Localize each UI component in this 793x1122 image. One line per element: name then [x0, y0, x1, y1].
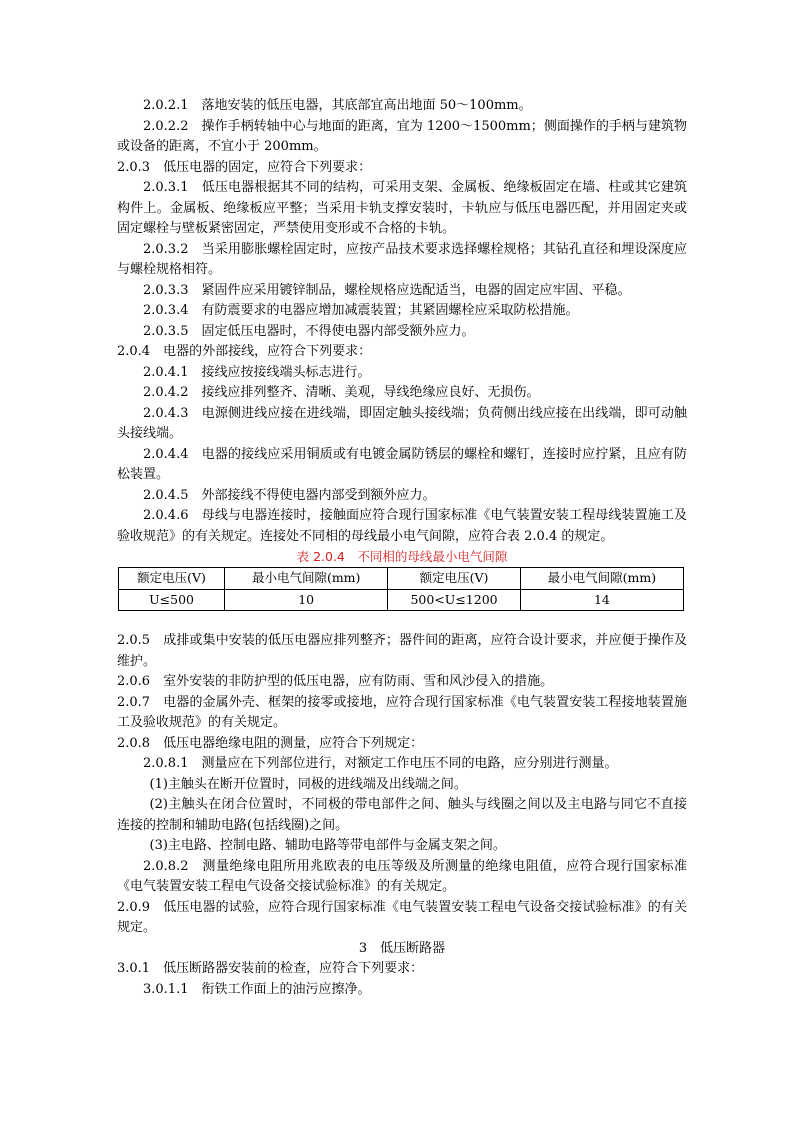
chapter-heading: 3 低压断路器 — [358, 940, 446, 956]
clause-paragraph: 2.0.4 电器的外部接线，应符合下列要求： — [117, 344, 372, 359]
table-header-cell: 最小电气间隙(mm) — [520, 568, 683, 590]
clause-paragraph: 2.0.3.1 低压电器根据其不同的结构，可采用支架、金属板、绝缘板固定在墙、柱或其它建筑构件上。金属板、绝缘板应平整；当采用卡轨支撑安装时，卡轨应与低压电器匹配，并用固定夹或固定螺栓与壁板紧密固定，严禁使用变形或不合格的卡轨。 — [117, 180, 687, 236]
table-header-cell: 额定电压(V) — [119, 568, 225, 590]
section-2-upper — [117, 96, 687, 547]
section-2-lower — [117, 631, 687, 1000]
clause-paragraph: 2.0.7 电器的金属外壳、框架的接零或接地，应符合现行国家标准《电气装置安装工程接地装置施工及验收规范》的有关规定。 — [117, 694, 687, 730]
clause-paragraph: (3)主电路、控制电路、辅助电路等带电部件与金属支架之间。 — [149, 838, 506, 853]
clearance-table — [118, 567, 684, 611]
table-header-row — [119, 568, 684, 590]
clause-paragraph: (1)主触头在断开位置时，同极的进线端及出线端之间。 — [149, 776, 467, 792]
clause-paragraph: 2.0.3.4 有防震要求的电器应增加减震装置；其紧固螺栓应采取防松措施。 — [143, 303, 579, 318]
clause-paragraph: 2.0.3.5 固定低压电器时，不得使电器内部受额外应力。 — [143, 323, 475, 339]
document-page — [117, 96, 687, 1000]
clause-paragraph: 3.0.1.1 衔铁工作面上的油污应擦净。 — [143, 981, 371, 997]
clause-paragraph: 3.0.1 低压断路器安装前的检查，应符合下列要求： — [117, 961, 424, 976]
clause-paragraph: 2.0.6 室外安装的非防护型的低压电器，应有防雨、雪和风沙侵入的措施。 — [117, 674, 554, 689]
clause-paragraph: 2.0.9 低压电器的试验，应符合现行国家标准《电气装置安装工程电气设备交接试验标准》的有关规定。 — [117, 899, 687, 935]
spacer — [117, 611, 687, 631]
clause-paragraph: (2)主触头在闭合位置时，不同极的带电部件之间、触头与线圈之间以及主电路与同它不直接连接的控制和辅助电路(包括线圈)之间。 — [117, 797, 687, 833]
clause-paragraph: 2.0.4.1 接线应按接线端头标志进行。 — [143, 364, 371, 380]
clause-paragraph: 2.0.2.1 落地安装的低压电器，其底部宜高出地面 50～100mm。 — [143, 98, 532, 113]
clause-paragraph: 2.0.4.4 电器的接线应采用铜质或有电镀金属防锈层的螺栓和螺钉，连接时应拧紧，且应有防松装置。 — [117, 446, 687, 482]
table-row — [119, 589, 684, 611]
clause-paragraph: 2.0.8.1 测量应在下列部位进行，对额定工作电压不同的电路，应分别进行测量。 — [143, 756, 618, 771]
clause-paragraph: 2.0.3.3 紧固件应采用镀锌制品，螺栓规格应选配适当，电器的固定应牢固、平稳。 — [143, 282, 631, 298]
table-cell: 14 — [520, 589, 683, 611]
table-cell: U≤500 — [119, 589, 225, 611]
clause-paragraph: 2.0.2.2 操作手柄转轴中心与地面的距离，宜为 1200～1500mm；侧面操作的手柄与建筑物或设备的距离，不宜小于 200mm。 — [117, 118, 687, 154]
clause-paragraph: 2.0.4.6 母线与电器连接时，接触面应符合现行国家标准《电气装置安装工程母线装置施工及验收规范》的有关规定。连接处不同相的母线最小电气间隙，应符合表 2.0.4 的规定。 — [117, 508, 687, 544]
table-caption: 表 2.0.4 不同相的母线最小电气间隙 — [296, 549, 508, 564]
clause-paragraph: 2.0.3 低压电器的固定，应符合下列要求： — [117, 159, 372, 175]
table-cell: 10 — [225, 589, 388, 611]
clause-paragraph: 2.0.4.3 电源侧进线应接在进线端，即固定触头接线端；负荷侧出线应接在出线端，即可动触头接线端。 — [117, 405, 687, 441]
clause-paragraph: 2.0.3.2 当采用膨胀螺栓固定时，应按产品技术要求选择螺栓规格；其钻孔直径和埋设深度应与螺栓规格相符。 — [117, 241, 687, 277]
table-header-cell: 最小电气间隙(mm) — [225, 568, 388, 590]
clause-paragraph: 2.0.4.5 外部接线不得使电器内部受到额外应力。 — [143, 487, 436, 503]
table-header-cell: 额定电压(V) — [388, 568, 521, 590]
clause-paragraph: 2.0.4.2 接线应排列整齐、清晰、美观，导线绝缘应良好、无损伤。 — [143, 385, 540, 400]
table-cell: 500<U≤1200 — [388, 589, 521, 611]
clause-paragraph: 2.0.8.2 测量绝缘电阻所用兆欧表的电压等级及所测量的绝缘电阻值，应符合现行国家标准《电气装置安装工程电气设备交接试验标准》的有关规定。 — [117, 858, 687, 894]
clause-paragraph: 2.0.5 成排或集中安装的低压电器应排列整齐；器件间的距离，应符合设计要求，并应便于操作及维护。 — [117, 633, 687, 669]
clause-paragraph: 2.0.8 低压电器绝缘电阻的测量，应符合下列规定： — [117, 735, 424, 751]
